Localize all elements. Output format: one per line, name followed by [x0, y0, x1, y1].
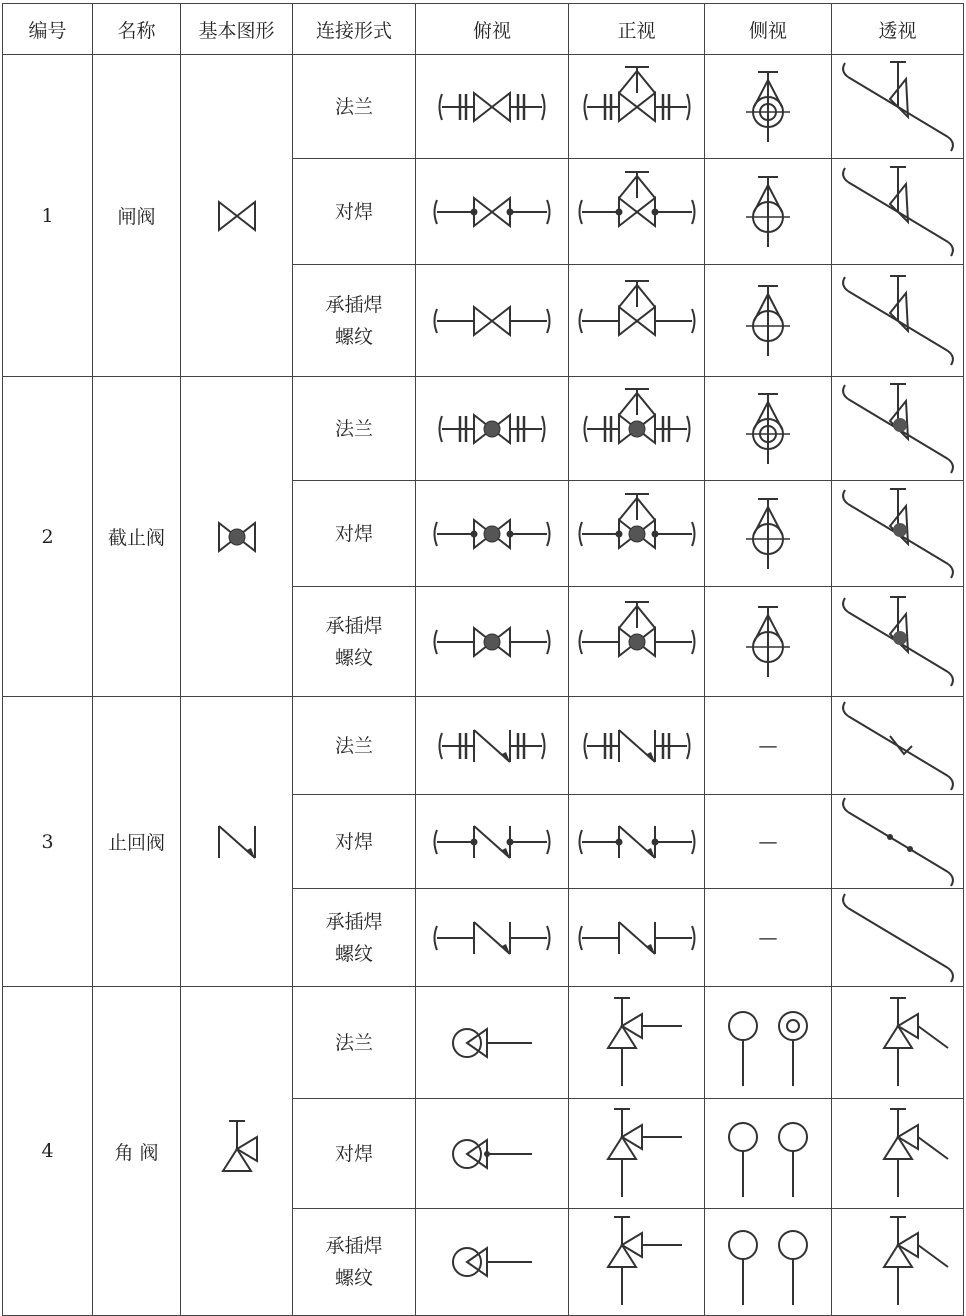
- connection-butt-weld: 对焊: [293, 481, 416, 587]
- connection-socket-thread: 承插焊 螺纹: [293, 889, 416, 987]
- gate-socket-front-icon: [569, 265, 705, 377]
- header-basic-symbol: 基本图形: [181, 4, 293, 55]
- gate-socket-iso-icon: [832, 265, 964, 377]
- row-number: 2: [3, 377, 93, 697]
- connection-butt-weld: 对焊: [293, 1099, 416, 1209]
- table-row: [3, 697, 964, 795]
- globe-weld-top-icon: [416, 481, 569, 587]
- globe-weld-front-icon: [569, 481, 705, 587]
- gate-flange-top-icon: [416, 55, 569, 159]
- angle-socket-iso-icon: [832, 1209, 964, 1316]
- globe-socket-front-icon: [569, 587, 705, 697]
- angle-flange-front-icon: [569, 987, 705, 1099]
- check-socket-top-icon: [416, 889, 569, 987]
- globe-weld-side-icon: [705, 481, 832, 587]
- check-weld-side-dash: —: [705, 795, 832, 889]
- check-flange-side-dash: —: [705, 697, 832, 795]
- header-number: 编号: [3, 4, 93, 55]
- gate-weld-iso-icon: [832, 159, 964, 265]
- gate-weld-front-icon: [569, 159, 705, 265]
- connection-socket-thread: 承插焊 螺纹: [293, 1209, 416, 1316]
- header-row: [3, 4, 964, 55]
- connection-butt-weld: 对焊: [293, 159, 416, 265]
- valve-symbol-table: [2, 3, 964, 1316]
- connection-socket-thread: 承插焊 螺纹: [293, 587, 416, 697]
- check-flange-iso-icon: [832, 697, 964, 795]
- globe-flange-top-icon: [416, 377, 569, 481]
- row-number: 4: [3, 987, 93, 1316]
- angle-valve-icon: [181, 987, 293, 1316]
- check-flange-front-icon: [569, 697, 705, 795]
- header-top-view: 俯视: [416, 4, 569, 55]
- table-row: [3, 987, 964, 1099]
- connection-socket-thread: 承插焊 螺纹: [293, 265, 416, 377]
- row-name: 闸阀: [93, 55, 181, 377]
- table-row: [3, 377, 964, 481]
- gate-flange-iso-icon: [832, 55, 964, 159]
- connection-butt-weld: 对焊: [293, 795, 416, 889]
- globe-flange-front-icon: [569, 377, 705, 481]
- angle-flange-side-icon: [705, 987, 832, 1099]
- check-weld-top-icon: [416, 795, 569, 889]
- globe-socket-side-icon: [705, 587, 832, 697]
- angle-weld-iso-icon: [832, 1099, 964, 1209]
- row-number: 1: [3, 55, 93, 377]
- globe-socket-iso-icon: [832, 587, 964, 697]
- check-weld-front-icon: [569, 795, 705, 889]
- gate-weld-top-icon: [416, 159, 569, 265]
- header-name: 名称: [93, 4, 181, 55]
- check-socket-iso-icon: [832, 889, 964, 987]
- header-front-view: 正视: [569, 4, 705, 55]
- connection-flange: 法兰: [293, 987, 416, 1099]
- header-isometric: 透视: [832, 4, 964, 55]
- table-row: [3, 55, 964, 159]
- row-name: 截止阀: [93, 377, 181, 697]
- globe-flange-side-icon: [705, 377, 832, 481]
- row-name: 止回阀: [93, 697, 181, 987]
- connection-flange: 法兰: [293, 377, 416, 481]
- check-socket-side-dash: —: [705, 889, 832, 987]
- angle-flange-top-icon: [416, 987, 569, 1099]
- row-name: 角 阀: [93, 987, 181, 1316]
- globe-weld-iso-icon: [832, 481, 964, 587]
- gate-valve-icon: [181, 55, 293, 377]
- row-number: 3: [3, 697, 93, 987]
- angle-socket-top-icon: [416, 1209, 569, 1316]
- header-side-view: 侧视: [705, 4, 832, 55]
- globe-flange-iso-icon: [832, 377, 964, 481]
- gate-socket-side-icon: [705, 265, 832, 377]
- check-socket-front-icon: [569, 889, 705, 987]
- globe-socket-top-icon: [416, 587, 569, 697]
- angle-flange-iso-icon: [832, 987, 964, 1099]
- gate-weld-side-icon: [705, 159, 832, 265]
- check-flange-top-icon: [416, 697, 569, 795]
- check-valve-icon: [181, 697, 293, 987]
- angle-weld-front-icon: [569, 1099, 705, 1209]
- globe-valve-icon: [181, 377, 293, 697]
- gate-flange-side-icon: [705, 55, 832, 159]
- check-weld-iso-icon: [832, 795, 964, 889]
- gate-flange-front-icon: [569, 55, 705, 159]
- connection-flange: 法兰: [293, 55, 416, 159]
- connection-flange: 法兰: [293, 697, 416, 795]
- angle-weld-top-icon: [416, 1099, 569, 1209]
- angle-socket-front-icon: [569, 1209, 705, 1316]
- angle-socket-side-icon: [705, 1209, 832, 1316]
- gate-socket-top-icon: [416, 265, 569, 377]
- header-connection: 连接形式: [293, 4, 416, 55]
- angle-weld-side-icon: [705, 1099, 832, 1209]
